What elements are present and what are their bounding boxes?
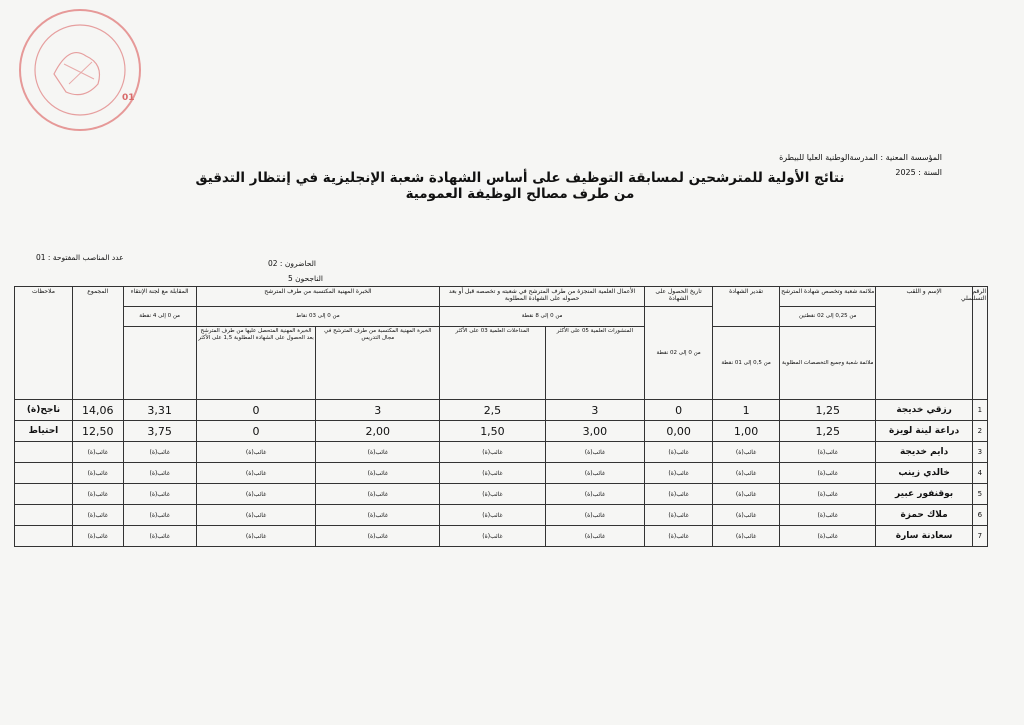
row-total: 12,50 xyxy=(72,421,123,442)
absent-mark: غائب(ة) xyxy=(645,526,713,547)
row-interventions: 1,50 xyxy=(440,421,546,442)
row-num: 2 xyxy=(972,421,987,442)
table-row xyxy=(15,484,988,505)
absent-mark: غائب(ة) xyxy=(713,505,780,526)
document-title: نتائج الأولية للمترشحين لمسابقة التوظيف على أساس الشهادة شعبة الإنجليزية في إنتظار التدقيق من طرف مصالح الوظيفة العمومية xyxy=(195,170,845,202)
absent-mark: غائب(ة) xyxy=(545,463,644,484)
row-publications: 3,00 xyxy=(545,421,644,442)
header-exp-after: الخبرة المهنية المتحصل عليها من طرف المترشح بعد الحصول على الشهادة المطلوبة 1,5 على الأكثر xyxy=(196,327,316,400)
svg-text:01: 01 xyxy=(122,93,135,103)
table-row xyxy=(15,442,988,463)
header-suitability-note: ملائمة شعبة وجميع التخصصات المطلوبة xyxy=(780,327,876,400)
absent-mark: غائب(ة) xyxy=(780,484,876,505)
results-table xyxy=(14,286,988,547)
header-interview-range: من 0 إلى 4 نقطة xyxy=(123,307,196,327)
row-name: خالدي زينب xyxy=(876,463,972,484)
absent-mark: غائب(ة) xyxy=(123,463,196,484)
header-publications: المنشورات العلمية 05 على الأكثر xyxy=(545,327,644,400)
header-exp-training: الخبرة المهنية المكتسبة من طرف المترشح في مجال التدريس xyxy=(316,327,440,400)
row-remarks-empty xyxy=(15,526,73,547)
row-exp-training: 3 xyxy=(316,400,440,421)
row-name: دايم خديجة xyxy=(876,442,972,463)
absent-mark: غائب(ة) xyxy=(645,463,713,484)
absent-mark: غائب(ة) xyxy=(196,442,316,463)
absent-mark: غائب(ة) xyxy=(780,442,876,463)
row-remarks-empty xyxy=(15,484,73,505)
absent-mark: غائب(ة) xyxy=(440,442,546,463)
row-grade: 1 xyxy=(713,400,780,421)
absent-mark: غائب(ة) xyxy=(72,442,123,463)
absent-mark: غائب(ة) xyxy=(72,526,123,547)
absent-mark: غائب(ة) xyxy=(780,463,876,484)
absent-mark: غائب(ة) xyxy=(123,526,196,547)
header-total: المجموع xyxy=(72,287,123,400)
row-exp-after: 0 xyxy=(196,400,316,421)
absent-mark: غائب(ة) xyxy=(545,526,644,547)
row-suitability: 1,25 xyxy=(780,421,876,442)
row-publications: 3 xyxy=(545,400,644,421)
absent-mark: غائب(ة) xyxy=(316,484,440,505)
header-name: الإسم و اللقب xyxy=(876,287,972,400)
row-name: بوقنفور عبير xyxy=(876,484,972,505)
header-experience: الخبرة المهنية المكتسبة من طرف المترشح xyxy=(196,287,439,307)
header-works-range: من 0 إلى 8 نقطة xyxy=(440,307,645,327)
row-suitability: 1,25 xyxy=(780,400,876,421)
absent-mark: غائب(ة) xyxy=(72,463,123,484)
row-grade: 1,00 xyxy=(713,421,780,442)
absent-mark: غائب(ة) xyxy=(545,505,644,526)
absent-mark: غائب(ة) xyxy=(196,526,316,547)
header-experience-range: من 0 إلى 03 نقاط xyxy=(196,307,439,327)
institution-label: المؤسسة المعنية : المدرسةالوطنية العليا للبيطرة xyxy=(779,153,942,162)
row-remarks: ناجح(ة) xyxy=(15,400,73,421)
absent-mark: غائب(ة) xyxy=(545,442,644,463)
table-row xyxy=(15,505,988,526)
absent-mark: غائب(ة) xyxy=(713,526,780,547)
row-num: 7 xyxy=(972,526,987,547)
row-interview: 3,31 xyxy=(123,400,196,421)
header-num: الرقم التسلسلي xyxy=(972,287,987,400)
row-name: ملاك حمزة xyxy=(876,505,972,526)
row-num: 5 xyxy=(972,484,987,505)
header-date: تاريخ الحصول على الشهادة xyxy=(645,287,713,307)
absent-mark: غائب(ة) xyxy=(316,505,440,526)
row-date: 0,00 xyxy=(645,421,713,442)
row-remarks-empty xyxy=(15,505,73,526)
header-date-range: من 0 إلى 02 نقطة xyxy=(645,307,713,400)
header-interview: المقابلة مع لجنة الإنتقاء xyxy=(123,287,196,307)
absent-mark: غائب(ة) xyxy=(713,463,780,484)
row-total: 14,06 xyxy=(72,400,123,421)
header-suitability-range: من 0,25 إلى 02 نقطتين xyxy=(780,307,876,327)
absent-mark: غائب(ة) xyxy=(316,526,440,547)
row-num: 1 xyxy=(972,400,987,421)
row-remarks-empty xyxy=(15,463,73,484)
header-interventions: المداخلات العلمية 03 على الأكثر xyxy=(440,327,546,400)
row-num: 3 xyxy=(972,442,987,463)
official-seal-stamp xyxy=(14,4,146,136)
header-suitability: ملائمة شعبة وتخصص شهادة المترشح xyxy=(780,287,876,307)
absent-mark: غائب(ة) xyxy=(645,442,713,463)
absent-mark: غائب(ة) xyxy=(645,505,713,526)
absent-mark: غائب(ة) xyxy=(316,442,440,463)
absent-mark: غائب(ة) xyxy=(440,484,546,505)
absent-mark: غائب(ة) xyxy=(196,484,316,505)
row-name: دراعة لينة لويزة xyxy=(876,421,972,442)
absent-mark: غائب(ة) xyxy=(316,463,440,484)
absent-mark: غائب(ة) xyxy=(123,442,196,463)
table-row xyxy=(15,421,988,442)
row-interview: 3,75 xyxy=(123,421,196,442)
open-positions-label: عدد المناصب المفتوحة : 01 xyxy=(36,253,124,262)
header-interview-blank xyxy=(123,327,196,400)
table-row xyxy=(15,463,988,484)
row-date: 0 xyxy=(645,400,713,421)
absent-mark: غائب(ة) xyxy=(196,463,316,484)
year-label: السنة : 2025 xyxy=(895,168,942,177)
table-row xyxy=(15,526,988,547)
header-remarks: ملاحظات xyxy=(15,287,73,400)
row-remarks-empty xyxy=(15,442,73,463)
row-exp-after: 0 xyxy=(196,421,316,442)
header-grade: تقدير الشهادة xyxy=(713,287,780,327)
present-count-label: الحاضرون : 02 xyxy=(268,259,316,268)
absent-mark: غائب(ة) xyxy=(440,505,546,526)
row-remarks: احتياط xyxy=(15,421,73,442)
absent-mark: غائب(ة) xyxy=(72,484,123,505)
absent-mark: غائب(ة) xyxy=(780,505,876,526)
header-works: الأعمال العلمية المنجزة من طرف المترشح في شعبته و تخصصه قبل أو بعد حصوله على الشهادة المطلوبة xyxy=(440,287,645,307)
row-name: رزقي خديجة xyxy=(876,400,972,421)
absent-mark: غائب(ة) xyxy=(72,505,123,526)
row-name: سعادنة سارة xyxy=(876,526,972,547)
absent-mark: غائب(ة) xyxy=(440,463,546,484)
absent-mark: غائب(ة) xyxy=(780,526,876,547)
absent-mark: غائب(ة) xyxy=(196,505,316,526)
successful-count-label: الناجحون 5 xyxy=(288,274,323,283)
absent-mark: غائب(ة) xyxy=(123,505,196,526)
absent-mark: غائب(ة) xyxy=(440,526,546,547)
absent-mark: غائب(ة) xyxy=(123,484,196,505)
row-exp-training: 2,00 xyxy=(316,421,440,442)
row-num: 4 xyxy=(972,463,987,484)
header-grade-range: من 0,5 إلى 01 نقطة xyxy=(713,327,780,400)
absent-mark: غائب(ة) xyxy=(645,484,713,505)
absent-mark: غائب(ة) xyxy=(545,484,644,505)
absent-mark: غائب(ة) xyxy=(713,442,780,463)
table-row xyxy=(15,400,988,421)
row-num: 6 xyxy=(972,505,987,526)
row-interventions: 2,5 xyxy=(440,400,546,421)
absent-mark: غائب(ة) xyxy=(713,484,780,505)
